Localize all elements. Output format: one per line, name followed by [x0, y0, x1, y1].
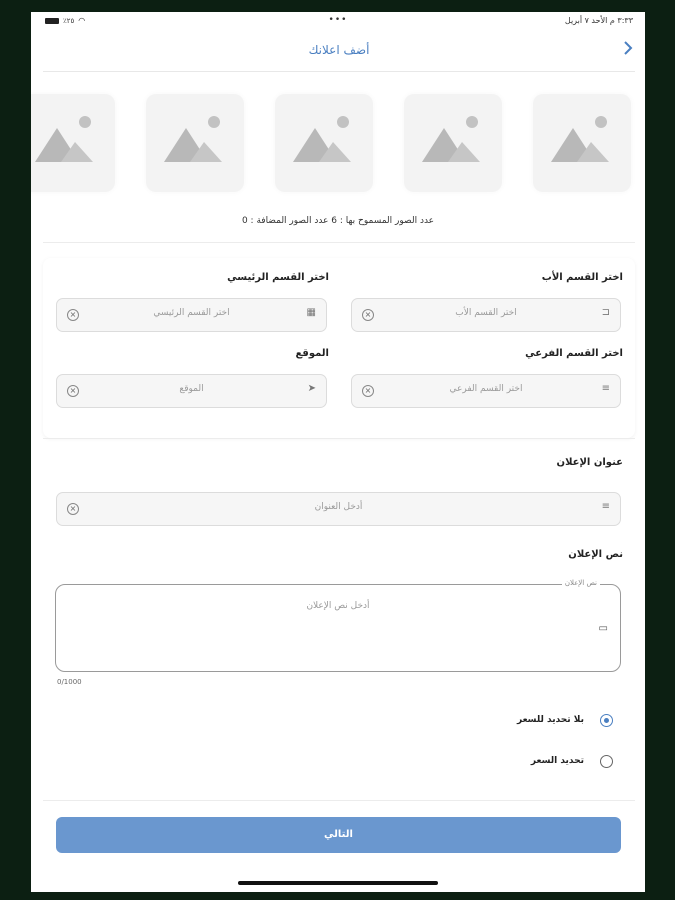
ad-text-area[interactable]: [55, 579, 621, 672]
radio-set-price-label: تحديد السعر: [530, 756, 584, 766]
location-field[interactable]: [56, 374, 327, 408]
image-placeholder-icon: [31, 112, 101, 172]
parent-category-label: اختر القسم الأب: [541, 272, 623, 283]
battery-icon: [45, 18, 59, 24]
clear-icon[interactable]: ×: [67, 503, 79, 515]
multitask-dots[interactable]: •••: [328, 15, 348, 25]
parent-category-field[interactable]: [351, 298, 621, 332]
sub-category-placeholder: اختر القسم الفرعي: [449, 384, 523, 394]
sub-category-label: اختر القسم الفرعي: [525, 348, 623, 359]
ad-text-label: نص الإعلان: [568, 549, 623, 560]
location-arrow-icon: ➤: [307, 383, 316, 394]
status-time-date: ٣:٣٣ م الأحد ٧ أبريل: [564, 16, 633, 25]
location-label: الموقع: [295, 348, 329, 359]
comment-icon: ▭: [598, 623, 608, 634]
image-picker-row: [31, 94, 645, 194]
char-counter: 0/1000: [57, 678, 82, 686]
chevron-right-icon[interactable]: [623, 40, 633, 61]
ad-text-legend: نص الإعلان: [562, 579, 600, 587]
radio-no-price-label: بلا تحديد للسعر: [516, 715, 584, 725]
next-button[interactable]: التالي: [56, 817, 621, 853]
radio-unchecked-icon[interactable]: [600, 755, 613, 768]
battery-percent: ٪٢٥: [63, 16, 75, 25]
image-slot[interactable]: [31, 94, 115, 192]
divider: [43, 242, 635, 243]
image-slot[interactable]: [404, 94, 502, 192]
clear-icon[interactable]: ×: [67, 385, 79, 397]
wifi-icon: ◠: [78, 16, 86, 25]
main-category-label: اختر القسم الرئيسي: [227, 272, 329, 283]
clear-icon[interactable]: ×: [362, 309, 374, 321]
main-category-placeholder: اختر القسم الرئيسي: [153, 308, 230, 318]
image-placeholder-icon: [418, 112, 488, 172]
image-slot[interactable]: [275, 94, 373, 192]
radio-no-price[interactable]: [517, 712, 613, 728]
ad-text-placeholder: أدخل نص الإعلان: [306, 601, 370, 611]
nav-bar: [43, 36, 635, 72]
clear-icon[interactable]: ×: [362, 385, 374, 397]
ad-title-placeholder: أدخل العنوان: [314, 502, 363, 512]
grid-icon: ▦: [306, 307, 316, 318]
image-slot[interactable]: [146, 94, 244, 192]
app-screen: [31, 12, 645, 892]
page-title: أضف اعلانك: [308, 43, 370, 57]
home-indicator[interactable]: [238, 881, 438, 885]
ad-title-label: عنوان الإعلان: [556, 457, 623, 468]
main-category-field[interactable]: [56, 298, 327, 332]
clear-icon[interactable]: ×: [67, 309, 79, 321]
image-slot[interactable]: [533, 94, 631, 192]
ad-title-field[interactable]: [56, 492, 621, 526]
text-lines-icon: ≡: [601, 501, 610, 512]
radio-set-price[interactable]: [531, 753, 613, 769]
image-count-text: عدد الصور المسموح بها : 6 عدد الصور المضافة : 0: [241, 216, 435, 226]
sub-category-field[interactable]: [351, 374, 621, 408]
category-tree-icon: ⊐: [601, 307, 610, 318]
divider: [43, 438, 635, 439]
image-placeholder-icon: [289, 112, 359, 172]
list-icon: ≡: [601, 383, 610, 394]
radio-checked-icon[interactable]: [600, 714, 613, 727]
status-bar: [31, 12, 645, 30]
parent-category-placeholder: اختر القسم الأب: [455, 308, 517, 318]
image-placeholder-icon: [160, 112, 230, 172]
location-placeholder: الموقع: [179, 384, 204, 394]
divider: [43, 800, 635, 801]
image-placeholder-icon: [547, 112, 617, 172]
